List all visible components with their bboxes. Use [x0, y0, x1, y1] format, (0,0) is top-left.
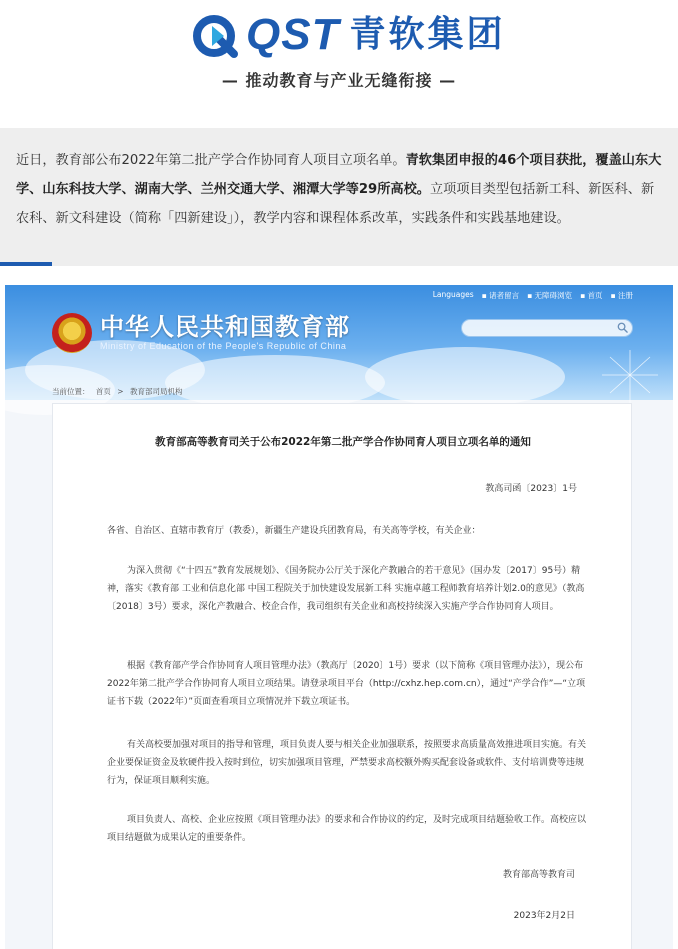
ministry-screenshot — [5, 285, 673, 949]
national-emblem-icon — [52, 313, 92, 353]
company-logo — [190, 12, 505, 58]
notice-document — [52, 403, 632, 949]
accent-bar — [0, 262, 52, 266]
document-signature: 教育部高等教育司 — [502, 870, 575, 880]
intro-highlight: 青软集团申报的46个项目获批，覆盖山东大学、山东科技大学、湖南大学、兰州交通大学、湘潭大学等29所高校。 — [16, 153, 662, 197]
logo-chinese-text: 青软集团 — [349, 14, 506, 55]
breadcrumb-separator: > — [117, 387, 124, 396]
ministry-site-title: 中华人民共和国教育部 — [100, 313, 350, 341]
document-title: 教育部高等教育司关于公布2022年第二批产学合作协同育人项目立项名单的通知 — [155, 436, 531, 448]
search-icon[interactable] — [617, 322, 628, 333]
ministry-search-input[interactable] — [461, 319, 633, 337]
breadcrumb-current[interactable]: 教育部司局机构 — [129, 387, 183, 396]
header — [0, 0, 678, 100]
nav-message[interactable]: ▪ 诸者留言 — [481, 291, 520, 300]
breadcrumb-home[interactable]: 首页 — [95, 387, 111, 396]
document-paragraph-1: 为深入贯彻《“十四五”教育发展规划》、《国务院办公厅关于深化产教融合的若干意见》（国办发〔2017〕95号）精神，落实《教育部 工业和信息化部 中国工程院关于加快建设发展新工科 实施卓越工程师教育培养计划2.0的意见》（教高〔2018〕3号）要求，深化产教融合、校企合作，我司组织有关企业和高校持续深入实施产学合作协同育人项目。 — [107, 566, 585, 612]
nav-languages[interactable]: Languages — [432, 290, 474, 299]
document-paragraph-2: 根据《教育部产学合作协同育人项目管理办法》（教高厅〔2020〕1号）要求（以下简称《项目管理办法》），现公布2022年第二批产学合作协同育人项目立项结果。请登录项目平台（http://cxhz.hep.com.cn），通过“产学合作”—“立项证书下载（2022年）”页面查看项目立项情况并下载立项证书。 — [107, 661, 586, 707]
document-date: 2023年2月2日 — [513, 911, 575, 921]
nav-home[interactable]: ▪ 首页 — [580, 291, 603, 300]
ministry-top-nav — [425, 290, 633, 301]
document-paragraph-3: 有关高校要加强对项目的指导和管理，项目负责人要与相关企业加强联系，按照要求高质量高效推进项目实施。有关企业要保证资金及软硬件投入按时到位，切实加强项目管理，严禁要求高校额外购买配套设备或软件、支付培训费等违规行为，保证项目顺利实施。 — [107, 740, 587, 786]
document-salutation: 各省、自治区、直辖市教育厅（教委），新疆生产建设兵团教育局，有关高等学校，有关企业： — [107, 526, 481, 536]
breadcrumb-prefix: 当前位置： — [52, 387, 90, 396]
nav-register[interactable]: ▪ 注册 — [610, 291, 633, 300]
logo-latin-text: QST — [246, 10, 340, 59]
document-paragraph-4: 项目负责人、高校、企业应按照《项目管理办法》的要求和合作协议的约定，及时完成项目结题验收工作。高校应以项目结题做为成果认定的重要条件。 — [107, 815, 587, 843]
intro-paragraph: 近日，教育部公布2022年第二批产学合作协同育人项目立项名单。青软集团申报的46个项目获批，覆盖山东大学、山东科技大学、湖南大学、兰州交通大学、湘潭大学等29所高校。立项项目类型包括新工科、新医科、新农科、新文科建设（简称「四新建设」），教学内容和课程体系改革，实践条件和实践基地建设。 — [16, 153, 662, 226]
ministry-site-subtitle: Ministry of Education of the People's Republic of China — [100, 341, 347, 351]
dandelion-decoration-icon — [590, 345, 670, 405]
breadcrumb — [52, 386, 186, 397]
qst-logo-icon — [190, 12, 244, 58]
document-number: 教高司函〔2023〕1号 — [485, 484, 577, 494]
intro-box — [0, 128, 678, 266]
nav-accessibility[interactable]: ▪ 无障碍浏览 — [527, 291, 573, 300]
slogan: — 推动教育与产业无缝衔接 — — [221, 71, 457, 90]
